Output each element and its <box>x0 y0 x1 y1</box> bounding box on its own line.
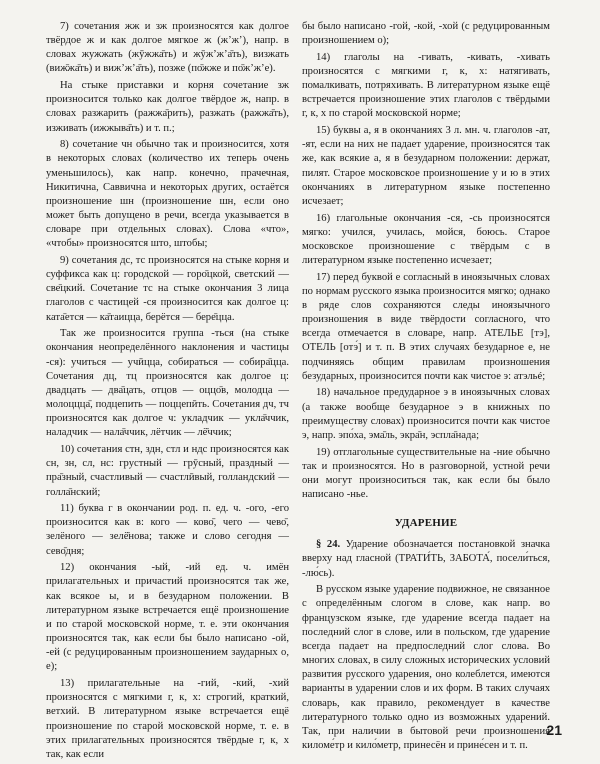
paragraph-item-18: 18) начальное предударное э в иноязычных словах (а также вообще безударное э в книжных по преимуществу словах) произносится почти как чистое э, напр. эпо́ха, эма̄ль, экра̄н, эспла̄нада; <box>302 387 550 441</box>
paragraph-item-10: 10) сочетания стн, здн, стл и ндс произносятся как сн, зн, сл, нс: грустный — грӯсный, праздный — пра̄зный, счастливый — счастлӣвый, голландский — голла̄нский; <box>46 444 289 498</box>
page-number: 21 <box>546 722 562 738</box>
section-heading: УДАРЕНИЕ <box>394 517 458 530</box>
paragraph-item-12: 12) окончания -ый, -ий ед. ч. имён прилагательных и причастий произносятся так же, как всякое ы, и в безударном положении. В литературном языке встречается ещё произношение и по старой московской норме, т. е. эти окончания произносятся так, как если бы было написано -ой, -ей (с редуцированным произношением заударных о, е); <box>46 562 289 673</box>
paragraph-item-11: 11) буква г в окончании род. п. ед. ч. -ого, -его произносится как в: кого — ково̄, чего — чево̄, зелёного — зелё̄нова; также и слово сегодня — сево̄дня; <box>46 503 289 557</box>
left-column <box>46 20 289 764</box>
paragraph-item-8: 8) сочетание чн обычно так и произносится, хотя в некоторых словах (количество их теперь очень уменьшилось), как напр. конечно, прачечная, Никитична, Саввична и некоторых других, остаётся произношение шн (произношение шн, если оно может быть допущено в речи, всегда указывается в словаре при отдельных словах). Слова «что», «чтобы» произносятся што, штобы; <box>46 139 289 250</box>
paragraph-item-15: 15) буквы а, я в окончаниях 3 л. мн. ч. глаголов -ат, -ят, если на них не падает ударение, произносятся так же, как всякие а, я в безударном положении: держат, пилят. Старое московское произношение у и ю в этих окончаниях в литературном языке постепенно исчезает; <box>302 125 550 207</box>
section-paragraph <box>302 538 550 580</box>
paragraph-prefix-note: На стыке приставки и корня сочетание зж произносится только как долгое твёрдое ж, напр. в словах разжарить (ражжа̄рить), разжать (ражжа̄ть), изживать (ижжыва̄ть) и т. п.; <box>46 80 289 134</box>
paragraph-stress-mobility: В русском языке ударение подвижное, не связанное с определённым слогом в слове, как напр. во французском языке, где ударение всегда падает на последний слог в слове, или в польском, где ударение всегда падает на предпоследний слог слова. Во многих словах, в силу сложных исторических условий развития русского ударения, оно колеблется, имеются варианты в ударении слов и их форм. В таких случаях словарь, как правило, рекомендует в качестве литературного только одно из возможных ударений. Так, при наличии в бытовой речи произношения киломе́тр и кило́метр, принесён и прине́сен и т. п. <box>302 584 550 751</box>
paragraph-item-17: 17) перед буквой е согласный в иноязычных словах по нормам русского языка произносится мягко; однако в ряде слов сохраняются следы иноязычного произношения в виде твёрдости согласного, что всегда отмечается в словаре, напр. АТЕЛЬЕ [тэ], ОТЕЛЬ [отэ́] и т. п. В этих случаях безударное е, не подчиняясь общим правилам произношения безударных, произносится почти как чистое э: атэльé; <box>302 271 550 382</box>
paragraph-item-7: 7) сочетания жж и зж произносятся как долгое твёрдое ж и как долгое мягкое ж (ж’ж’), напр. в словах жужжать (жӯжжа̄ть) и жӯж’ж’а̄ть), визжать (виж̄жа̄ть) и виж’ж’а̄ть), позже (по̄жже и по̄ж’ж’е). <box>46 21 289 75</box>
paragraph-continuation: бы было написано -гой, -кой, -хой (с редуцированным произношением о); <box>302 21 550 47</box>
paragraph-item-13: 13) прилагательные на -гий, -кий, -хий произносятся с мягкими г, к, х: строгий, краткий, ветхий. В литературном языке встречается ещё произношение по старой московской норме, т. е. в этих прилагательных произносятся твёрдые г, к, х так, как если <box>46 678 289 760</box>
paragraph-item-16: 16) глагольные окончания -ся, -сь произносятся мягко: учился, училась, мойся, боюсь. Старое московское произношение с твёрдым с в литературном языке постепенно исчезает; <box>302 212 550 266</box>
paragraph-item-19: 19) отглагольные существительные на -ние обычно так и произносятся. Но в разговорной, устной речи они могут произноситься так, как если бы было написано -нье. <box>302 446 550 500</box>
right-column <box>302 20 550 756</box>
section-number: § 24. <box>316 539 341 551</box>
section-text: Ударение обозначается постановкой значка вверху над гласной (ТРАТИ́ТЬ, ЗАБОТА́, посели́ться, -лю́сь). <box>302 539 551 579</box>
paragraph-tsya-note: Так же произносится группа -ться (на стыке окончания неопределённого наклонения и частицы -ся): учиться — учӣцца, собираться — собира̄цца. Сочетания дц, тц произносятся как долгое ц: двадцать — два̄цать, отцов — оццо̄в, молодца — молоццца̄, подцепить — поццепӣть. Сочетания дч, тч произносятся как долгое ч: укладчик — укла̄ччик, наладчик — нала̄ччик, лётчик — лё̄ччик; <box>46 328 289 439</box>
paragraph-item-9: 9) сочетания дс, тс произносятся на стыке корня и суффикса как ц: городской — горо̄цкой, светский — све̄цкий. Сочетание тс на стыке окончания 3 лица глаголов с частицей -ся произносится как долгое ц: ката̄ется — ка̄таицца, берётся — бере̄цца. <box>46 255 289 323</box>
paragraph-item-14: 14) глаголы на -гивать, -кивать, -хивать произносятся с мягкими г, к, х: натягивать, помалкивать, потряхивать. В литературном языке ещё встречается произношение этих глаголов с твёрдыми г, к, х по старой московской норме; <box>302 51 550 120</box>
